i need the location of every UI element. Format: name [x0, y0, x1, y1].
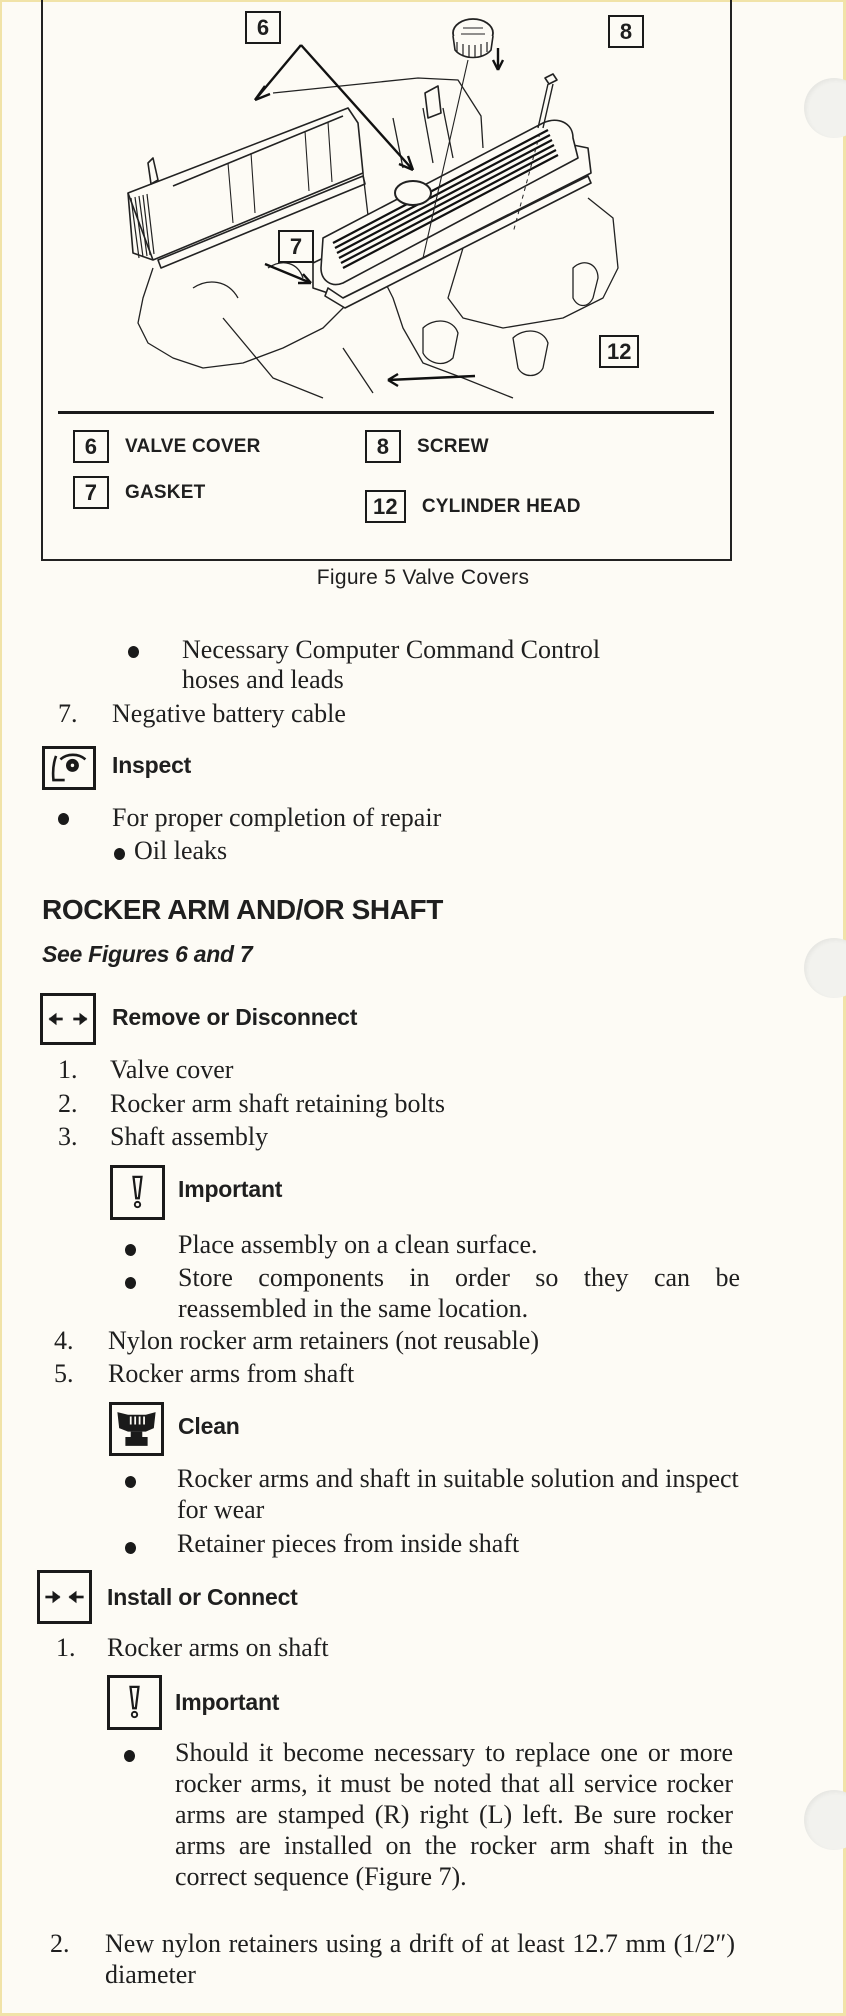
pcv-valve-illustration: [425, 86, 441, 118]
step-shaft-assembly: Shaft assembly: [110, 1122, 269, 1151]
step-retaining-bolts: Rocker arm shaft retaining bolts: [110, 1089, 446, 1118]
arrows-together-icon: [37, 1570, 92, 1624]
exclamation-icon: [107, 1675, 162, 1730]
figure-valve-covers: [41, 0, 732, 561]
important-heading: Important: [175, 1689, 280, 1715]
diagram-callout-6: 6: [245, 11, 281, 44]
section-subtitle: See Figures 6 and 7: [42, 941, 253, 967]
binder-hole: [804, 78, 846, 138]
bullet-clean-surface: Place assembly on a clean surface.: [178, 1230, 538, 1259]
sub-bullet-oil-leaks: Oil leaks: [134, 836, 228, 865]
legend-item-gasket: 7 GASKET: [73, 476, 205, 509]
step-number: 3.: [58, 1122, 78, 1151]
bullet-icon: [125, 1244, 136, 1256]
step-number: 1.: [56, 1633, 76, 1662]
step-number: 2.: [58, 1089, 78, 1118]
step-number: 7.: [58, 699, 78, 728]
important-heading: Important: [178, 1176, 283, 1202]
bullet-icon: [125, 1476, 136, 1488]
bullet-icon: [125, 1542, 136, 1554]
step-number: 5.: [54, 1359, 74, 1388]
arrows-apart-icon: [40, 993, 96, 1045]
page-edge-left: [0, 0, 2, 2016]
install-heading: Install or Connect: [107, 1584, 298, 1610]
bullet-icon: [125, 1277, 136, 1289]
eye-inspect-icon: [42, 746, 96, 790]
bullet-icon: [58, 813, 69, 825]
section-title: ROCKER ARM AND/OR SHAFT: [42, 894, 443, 925]
step-number: 4.: [54, 1326, 74, 1355]
bullet-store-components: Store components in order so they can be reassembled in the same location.: [178, 1263, 740, 1323]
bullet-ccc-hoses-line2: hoses and leads: [182, 665, 344, 694]
binder-hole: [804, 938, 846, 998]
step-number: 2.: [50, 1929, 70, 1958]
legend-divider: [58, 411, 714, 414]
step-rocker-arms-from-shaft: Rocker arms from shaft: [108, 1359, 355, 1388]
brush-clean-icon: [109, 1402, 164, 1456]
bullet-stamped-rocker-arms: Should it become necessary to replace one or more rocker arms, it must be noted that all service rocker arms are stamped (R) right (L) left. Be sure rocker arms are installed on the rocker arm shaft in the correct sequence (Figure 7).: [175, 1738, 733, 1891]
step-nylon-retainers: Nylon rocker arm retainers (not reusable): [108, 1326, 539, 1355]
inspect-heading: Inspect: [112, 752, 192, 778]
legend-item-valve-cover: 6 VALVE COVER: [73, 430, 261, 463]
diagram-callout-12: 12: [599, 335, 639, 368]
clean-heading: Clean: [178, 1413, 240, 1439]
legend-item-screw: 8 SCREW: [365, 430, 489, 463]
bullet-retainer-pieces: Retainer pieces from inside shaft: [177, 1529, 520, 1558]
diagram-callout-7: 7: [278, 230, 314, 263]
remove-heading: Remove or Disconnect: [112, 1004, 358, 1030]
bullet-icon: [128, 646, 139, 658]
step-negative-battery-cable: Negative battery cable: [112, 699, 346, 728]
step-rocker-arms-on-shaft: Rocker arms on shaft: [107, 1633, 329, 1662]
bullet-ccc-hoses: Necessary Computer Command Control: [182, 635, 601, 664]
bullet-rocker-arms-solution: Rocker arms and shaft in suitable solution and inspect for wear: [177, 1464, 739, 1524]
step-valve-cover: Valve cover: [110, 1055, 234, 1084]
bullet-proper-completion: For proper completion of repair: [112, 803, 442, 832]
figure-caption: Figure 5 Valve Covers: [316, 566, 530, 589]
diagram-callout-8: 8: [608, 15, 644, 48]
step-number: 1.: [58, 1055, 78, 1084]
binder-hole: [804, 1790, 846, 1850]
legend-item-cylinder-head: 12 CYLINDER HEAD: [365, 490, 581, 523]
bullet-icon: [124, 1750, 135, 1762]
bullet-icon: [114, 848, 125, 860]
step-new-nylon-retainers: New nylon retainers using a drift of at least 12.7 mm (1/2″) diameter: [105, 1929, 735, 1989]
exclamation-icon: [110, 1165, 165, 1220]
